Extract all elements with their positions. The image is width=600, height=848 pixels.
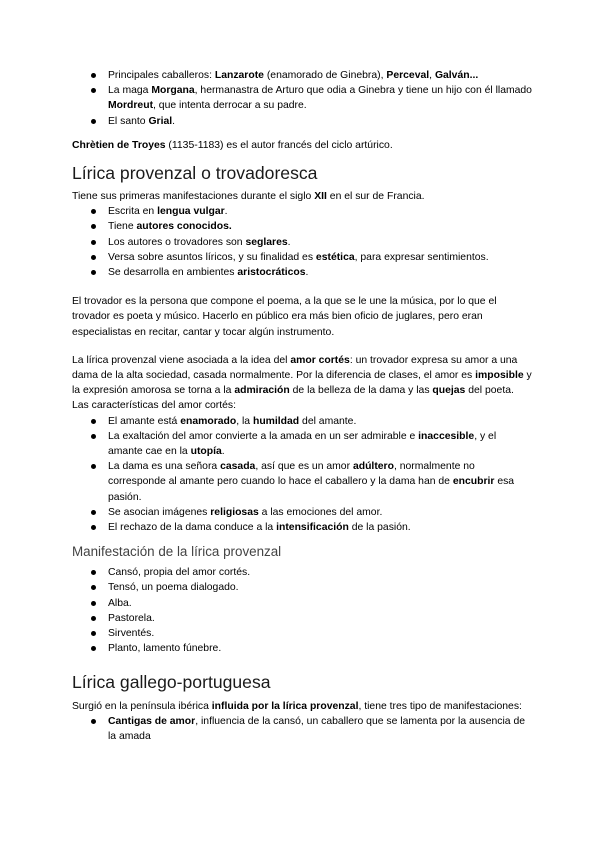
text-run: La exaltación del amor convierte a la amada en un ser admirable e — [108, 430, 419, 442]
text-run: Alba. — [108, 597, 132, 609]
text-run: Tensó, un poema dialogado. — [108, 582, 239, 594]
heading-manifestacion: Manifestación de la lírica provenzal — [72, 544, 282, 560]
bold-text-run: imposible — [475, 370, 524, 382]
gallego-list — [72, 714, 532, 744]
amor-cortes-list — [72, 414, 532, 536]
text-run: La lírica provenzal viene asociada a la idea del — [72, 354, 291, 366]
list-item — [72, 250, 532, 265]
document-content — [72, 68, 532, 744]
bullet-icon — [91, 631, 96, 636]
text-run: , la — [236, 415, 253, 427]
text-run: en el sur de Francia. — [326, 191, 425, 203]
bullet-icon — [91, 255, 96, 260]
text-run: . — [172, 115, 176, 127]
bold-text-run: inaccesible — [418, 430, 475, 442]
text-run: El rechazo de la dama conduce a la — [108, 522, 277, 534]
text-run: esa pasión. — [108, 476, 515, 503]
bullet-icon — [91, 719, 96, 724]
list-item — [72, 641, 532, 656]
text-run: . — [221, 446, 225, 458]
list-item — [72, 429, 532, 459]
bullet-icon — [91, 88, 96, 93]
list-item — [72, 265, 532, 280]
text-run: Surgió en la península ibérica — [72, 700, 212, 712]
bullet-icon — [91, 73, 96, 78]
bold-text-run: lengua vulgar — [157, 206, 225, 218]
text-run: Escrita en — [108, 206, 158, 218]
text-run: , que intenta derrocar a su padre. — [153, 100, 307, 112]
list-item — [72, 626, 532, 641]
bold-text-run: seglares — [245, 236, 288, 248]
text-run: Sirventés. — [108, 628, 155, 640]
bullet-icon — [91, 419, 96, 424]
bold-text-run: Galván... — [434, 70, 479, 81]
bullet-icon — [91, 209, 96, 214]
text-run: Versa sobre asuntos líricos, y su finalidad es — [108, 251, 316, 263]
list-item — [72, 83, 532, 113]
bold-text-run: religiosas — [210, 506, 259, 518]
bullet-icon — [91, 224, 96, 229]
text-run: . — [224, 206, 228, 218]
bold-text-run: Chrètien de Troyes — [72, 139, 166, 151]
text-run: , — [429, 70, 435, 81]
bold-text-run: Perceval — [386, 70, 430, 81]
caballeros-list — [72, 68, 532, 129]
provenzal-intro-paragraph — [72, 189, 532, 204]
bullet-icon — [91, 525, 96, 530]
text-run: de la pasión. — [348, 522, 411, 534]
bold-text-run: Grial — [148, 115, 173, 127]
trovador-paragraph — [72, 294, 532, 340]
text-run: El amante está — [108, 415, 181, 427]
list-item — [72, 235, 532, 250]
text-run: Los autores o trovadores son — [108, 236, 246, 248]
text-run: Principales caballeros: — [108, 70, 215, 81]
bold-text-run: admiración — [234, 385, 290, 397]
list-item — [72, 505, 532, 520]
bold-text-run: influida por la lírica provenzal — [211, 700, 359, 712]
text-run: , influencia de la cansó, un caballero que se lamenta por la ausencia de la amada — [108, 715, 526, 742]
bullet-icon — [91, 434, 96, 439]
text-run: (1135-1183) es el autor francés del ciclo artúrico. — [165, 139, 393, 151]
text-run: del poeta. Las características del amor cortés: — [72, 385, 514, 412]
list-item — [72, 565, 532, 580]
text-run: Se asocian imágenes — [108, 506, 211, 518]
list-item — [72, 520, 532, 535]
text-run: , y el amante cae en la — [108, 430, 497, 458]
list-item — [72, 459, 532, 505]
bold-text-run: enamorado — [180, 415, 237, 427]
text-run: , así que es un amor — [255, 461, 353, 473]
bold-text-run: Cantigas de amor — [108, 715, 196, 727]
bold-text-run: casada — [220, 461, 256, 473]
text-run: Se desarrolla en ambientes — [108, 267, 238, 279]
bold-text-run: Mordreut — [108, 100, 154, 112]
bold-text-run: utopía — [190, 446, 222, 458]
text-run: La dama es una señora — [108, 461, 221, 473]
chretien-paragraph — [72, 138, 532, 153]
text-run: . — [287, 236, 291, 248]
text-run: La maga — [108, 85, 152, 97]
text-run: , normalmente no corresponde al amante pero cuando lo hace el caballero y la dama han de — [108, 461, 475, 488]
text-run: Tiene sus primeras manifestaciones durante el siglo — [72, 191, 315, 203]
list-item — [72, 611, 532, 626]
list-item — [72, 714, 532, 744]
bullet-icon — [91, 646, 96, 651]
text-run: Cansó, propia del amor cortés. — [108, 567, 251, 579]
bold-text-run: adúltero — [352, 461, 394, 473]
text-run: Planto, lamento fúnebre. — [108, 643, 222, 655]
list-item — [72, 204, 532, 219]
provenzal-characteristics-list — [72, 204, 532, 280]
manifestacion-list — [72, 565, 532, 656]
list-item — [72, 114, 532, 129]
bold-text-run: quejas — [432, 385, 466, 397]
heading-lirica-provenzal: Lírica provenzal o trovadoresca — [72, 163, 318, 184]
bold-text-run: intensificación — [276, 522, 349, 534]
bullet-icon — [91, 616, 96, 621]
text-run: Pastorela. — [108, 612, 155, 624]
bold-text-run: estética — [315, 251, 355, 263]
bold-text-run: autores conocidos. — [136, 221, 232, 233]
text-run: a las emociones del amor. — [258, 506, 383, 518]
bullet-icon — [91, 510, 96, 515]
bullet-icon — [91, 585, 96, 590]
text-run: , tiene tres tipo de manifestaciones: — [358, 700, 522, 712]
list-item — [72, 580, 532, 595]
bold-text-run: amor cortés — [290, 354, 350, 366]
bold-text-run: encubrir — [452, 476, 495, 488]
bold-text-run: humildad — [252, 415, 300, 427]
text-run: . — [305, 267, 309, 279]
text-run: : un trovador expresa su amor a una dama de la alta sociedad, casada normalmente. Por la diferencia de clases, el amor es — [72, 354, 518, 382]
list-item — [72, 68, 532, 83]
bullet-icon — [91, 240, 96, 245]
text-run: Tiene — [108, 221, 137, 233]
text-run: y la expresión amorosa se torna a la — [72, 370, 532, 397]
text-run: El trovador es la persona que compone el poema, a la que se le une la música, por lo que el trovador es poeta y músico. Hacerlo en público era más bien oficio de juglares, pero eran especialistas en recitar, cantar y tocar algún instrumento. — [72, 296, 497, 338]
bullet-icon — [91, 270, 96, 275]
text-run: , para expresar sentimientos. — [354, 251, 489, 263]
bullet-icon — [91, 601, 96, 606]
gallego-intro-paragraph — [72, 699, 532, 714]
bold-text-run: aristocráticos — [237, 267, 306, 279]
text-run: , hermanastra de Arturo que odia a Ginebra y tiene un hijo con él llamado — [194, 85, 532, 97]
list-item — [72, 219, 532, 234]
heading-lirica-gallego: Lírica gallego-portuguesa — [72, 671, 271, 692]
text-run: de la belleza de la dama y las — [289, 385, 433, 397]
bold-text-run: Lanzarote — [214, 70, 264, 81]
bullet-icon — [91, 464, 96, 469]
bullet-icon — [91, 119, 96, 124]
bold-text-run: Morgana — [151, 85, 195, 97]
amor-cortes-paragraph — [72, 353, 532, 414]
bullet-icon — [91, 570, 96, 575]
list-item — [72, 414, 532, 429]
text-run: del amante. — [299, 415, 357, 427]
text-run: El santo — [108, 115, 149, 127]
list-item — [72, 596, 532, 611]
text-run: (enamorado de Ginebra), — [263, 70, 387, 81]
bold-text-run: XII — [314, 191, 327, 203]
